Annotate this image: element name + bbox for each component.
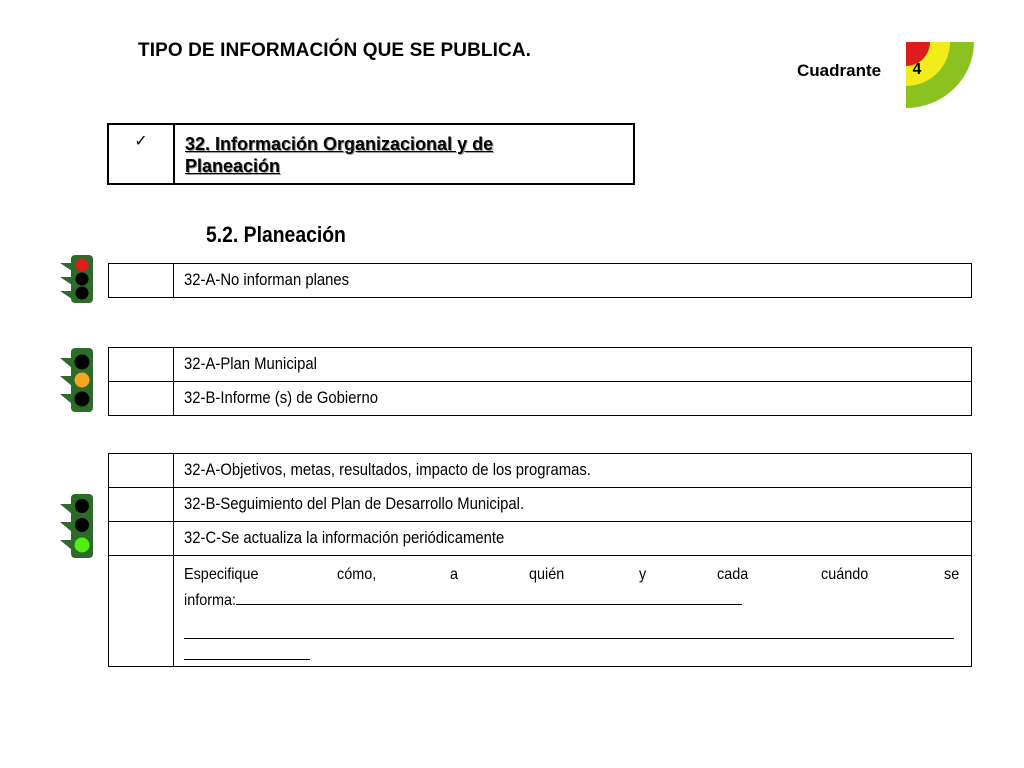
traffic-light-green-icon [60, 494, 94, 560]
table-row [109, 264, 972, 298]
checkbox-cell[interactable] [109, 522, 174, 556]
table-row [109, 454, 972, 488]
table-green-group [108, 453, 972, 667]
table-row [109, 488, 972, 522]
checkbox-cell[interactable] [109, 348, 174, 382]
answer-blank[interactable] [236, 588, 742, 605]
page-title: TIPO DE INFORMACIÓN QUE SE PUBLICA. [138, 40, 532, 61]
table-red-group [108, 263, 972, 298]
specify-answer-line3[interactable] [184, 639, 310, 660]
specify-answer-line2[interactable] [184, 622, 954, 639]
row-label: 32-A-Plan Municipal [174, 348, 972, 382]
cuadrante-label: Cuadrante [797, 61, 882, 80]
row-label: 32-B-Seguimiento del Plan de Desarrollo Municipal. [174, 488, 972, 522]
specify-answer-line1: informa: [184, 588, 961, 614]
checkbox-cell[interactable] [109, 264, 174, 298]
quadrant-number: 4 [912, 61, 922, 78]
table-row [109, 348, 972, 382]
traffic-light-red-icon [60, 255, 94, 305]
section-title: 5.2. Planeación [206, 222, 346, 247]
table-row [109, 382, 972, 416]
table-row [109, 556, 972, 667]
row-label: 32-A-Objetivos, metas, resultados, impacto de los programas. [174, 454, 972, 488]
category-heading-line2: Planeación [185, 156, 281, 176]
checkbox-cell[interactable] [109, 556, 174, 667]
row-label: 32-C-Se actualiza la información periódicamente [174, 522, 972, 556]
category-heading [175, 125, 633, 183]
specify-field[interactable] [174, 556, 972, 667]
traffic-light-amber-icon [60, 348, 94, 414]
check-mark-icon: ✓ [109, 125, 175, 183]
checkbox-cell[interactable] [109, 454, 174, 488]
checkbox-cell[interactable] [109, 488, 174, 522]
row-label: 32-A-No informan planes [174, 264, 972, 298]
table-row [109, 522, 972, 556]
checkbox-cell[interactable] [109, 382, 174, 416]
specify-prompt-line: Especifique cómo, a quién y cada cuándo se [184, 566, 960, 583]
category-heading-line1: 32. Información Organizacional y de [185, 134, 494, 154]
table-amber-group [108, 347, 972, 416]
row-label: 32-B-Informe (s) de Gobierno [174, 382, 972, 416]
category-header-table [107, 123, 635, 185]
